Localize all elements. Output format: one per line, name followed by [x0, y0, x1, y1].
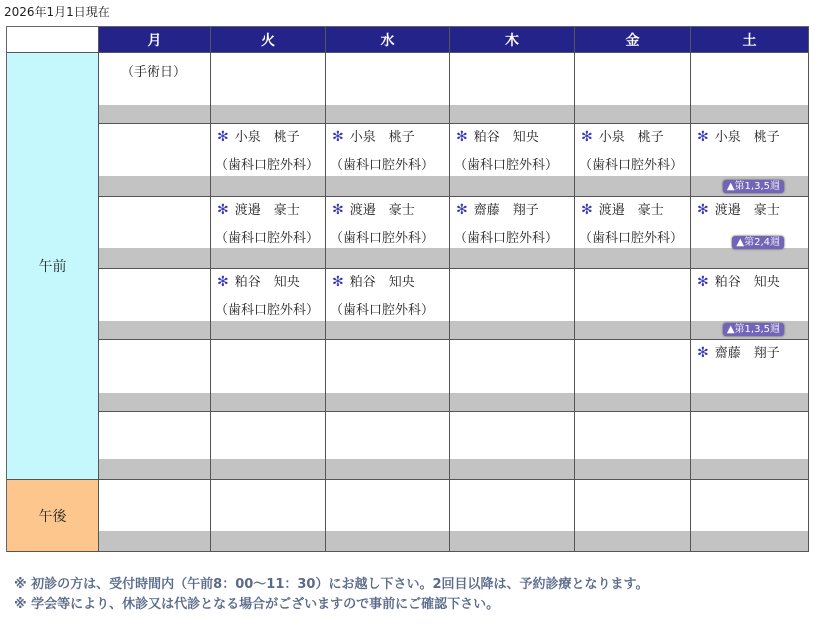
schedule-cell [450, 480, 575, 552]
cell-footer-band [99, 105, 210, 123]
department-label: （歯科口腔外科） [579, 231, 684, 246]
schedule-cell [575, 197, 691, 269]
asterisk-icon: ✻ [217, 202, 229, 218]
asterisk-icon: ✻ [456, 202, 468, 218]
footer-note-cancellation: ※ 学会等により、休診又は代診となる場合がございますので事前にご確認下さい。 [14, 597, 500, 612]
cell-footer-band [326, 248, 449, 268]
schedule-table [6, 26, 809, 552]
cell-footer-band [326, 176, 449, 196]
schedule-cell [450, 124, 575, 197]
schedule-cell [99, 412, 211, 480]
doctor-entry [697, 203, 780, 218]
doctor-name: 粕谷 知央 [473, 130, 539, 145]
schedule-cell [211, 197, 326, 269]
doctor-name: 小泉 桃子 [598, 130, 664, 145]
cell-footer-band [211, 321, 325, 339]
cell-footer-band [450, 393, 574, 411]
doctor-name: 渡邉 豪士 [714, 203, 780, 218]
schedule-cell [211, 340, 326, 412]
week-badge: ▲第1,3,5週 [723, 180, 784, 193]
schedule-cell [450, 269, 575, 340]
day-header-6: 土 [691, 27, 809, 53]
day-header-2: 火 [211, 27, 326, 53]
department-label: （歯科口腔外科） [579, 158, 684, 173]
doctor-name: 小泉 桃子 [714, 130, 780, 145]
schedule-cell [326, 197, 450, 269]
cell-footer-band [99, 393, 210, 411]
cell-footer-band [450, 531, 574, 551]
cell-footer-band [575, 321, 690, 339]
schedule-cell [691, 340, 809, 412]
cell-footer-band [211, 176, 325, 196]
schedule-cell [326, 53, 450, 124]
cell-footer-band [211, 531, 325, 551]
cell-footer-band [450, 321, 574, 339]
schedule-cell [326, 480, 450, 552]
schedule-cell [99, 340, 211, 412]
doctor-entry [581, 130, 664, 145]
doctor-entry [217, 130, 300, 145]
cell-footer-band [99, 321, 210, 339]
week-badge: ▲第1,3,5週 [723, 323, 784, 336]
cell-footer-band [326, 393, 449, 411]
schedule-cell [691, 480, 809, 552]
schedule-cell [99, 197, 211, 269]
schedule-cell [211, 269, 326, 340]
doctor-name: 渡邉 豪士 [349, 203, 415, 218]
cell-footer-band [326, 459, 449, 479]
day-header-3: 水 [326, 27, 450, 53]
department-label: （歯科口腔外科） [330, 303, 435, 318]
doctor-entry [217, 275, 300, 290]
doctor-name: 齋藤 翔子 [473, 203, 539, 218]
department-label: （歯科口腔外科） [330, 231, 435, 246]
cell-footer-band [211, 459, 325, 479]
asterisk-icon: ✻ [332, 274, 344, 290]
cell-footer-band [691, 459, 808, 479]
schedule-cell [450, 340, 575, 412]
schedule-cell [326, 340, 450, 412]
schedule-cell [326, 269, 450, 340]
cell-footer-band [211, 393, 325, 411]
schedule-cell [575, 124, 691, 197]
schedule-cell [450, 53, 575, 124]
asterisk-icon: ✻ [217, 129, 229, 145]
doctor-name: 齋藤 翔子 [714, 346, 780, 361]
cell-footer-band [450, 105, 574, 123]
schedule-cell [99, 480, 211, 552]
cell-footer-band [450, 248, 574, 268]
schedule-cell [326, 412, 450, 480]
schedule-cell [575, 269, 691, 340]
department-label: （歯科口腔外科） [215, 231, 320, 246]
header-corner [7, 27, 99, 53]
schedule-cell [211, 412, 326, 480]
schedule-cell [691, 412, 809, 480]
doctor-entry [697, 346, 780, 361]
schedule-cell [450, 197, 575, 269]
day-header-4: 木 [450, 27, 575, 53]
doctor-entry [581, 203, 664, 218]
day-header-1: 月 [99, 27, 211, 53]
asterisk-icon: ✻ [581, 129, 593, 145]
doctor-name: 渡邉 豪士 [598, 203, 664, 218]
schedule-cell [326, 124, 450, 197]
schedule-cell [450, 412, 575, 480]
cell-footer-band [691, 531, 808, 551]
cell-footer-band [211, 248, 325, 268]
cell-footer-band [326, 321, 449, 339]
department-label: （歯科口腔外科） [215, 158, 320, 173]
session-label-am: 午前 [7, 53, 99, 480]
doctor-entry [697, 130, 780, 145]
cell-footer-band [575, 393, 690, 411]
schedule-cell [211, 480, 326, 552]
doctor-name: 小泉 桃子 [349, 130, 415, 145]
surgery-day-note: （手術日） [121, 65, 187, 80]
doctor-entry [456, 130, 539, 145]
day-header-5: 金 [575, 27, 691, 53]
cell-footer-band [99, 459, 210, 479]
doctor-entry [697, 275, 780, 290]
schedule-cell [575, 340, 691, 412]
doctor-entry [332, 130, 415, 145]
schedule-cell [99, 124, 211, 197]
cell-footer-band [575, 531, 690, 551]
cell-footer-band [99, 531, 210, 551]
cell-footer-band [99, 176, 210, 196]
schedule-cell [691, 197, 809, 269]
cell-footer-band [575, 176, 690, 196]
doctor-name: 渡邉 豪士 [234, 203, 300, 218]
doctor-entry [456, 203, 539, 218]
schedule-cell [691, 53, 809, 124]
session-label-pm: 午後 [7, 480, 99, 552]
as-of-date: 2026年1月1日現在 [4, 5, 110, 19]
cell-footer-band [450, 176, 574, 196]
doctor-entry [217, 203, 300, 218]
cell-footer-band [326, 531, 449, 551]
asterisk-icon: ✻ [697, 345, 709, 361]
department-label: （歯科口腔外科） [454, 158, 559, 173]
department-label: （歯科口腔外科） [215, 303, 320, 318]
cell-footer-band [211, 105, 325, 123]
cell-footer-band [575, 248, 690, 268]
cell-footer-band [450, 459, 574, 479]
cell-footer-band [326, 105, 449, 123]
cell-footer-band [575, 459, 690, 479]
cell-footer-band [691, 105, 808, 123]
asterisk-icon: ✻ [581, 202, 593, 218]
schedule-cell [575, 412, 691, 480]
asterisk-icon: ✻ [697, 129, 709, 145]
doctor-name: 粕谷 知央 [714, 275, 780, 290]
asterisk-icon: ✻ [697, 274, 709, 290]
schedule-cell [211, 53, 326, 124]
cell-footer-band [691, 248, 808, 268]
schedule-cell [211, 124, 326, 197]
doctor-name: 粕谷 知央 [349, 275, 415, 290]
asterisk-icon: ✻ [332, 202, 344, 218]
schedule-cell [99, 53, 211, 124]
asterisk-icon: ✻ [456, 129, 468, 145]
schedule-cell [691, 269, 809, 340]
schedule-cell [575, 53, 691, 124]
doctor-entry [332, 203, 415, 218]
department-label: （歯科口腔外科） [330, 158, 435, 173]
cell-footer-band [99, 248, 210, 268]
asterisk-icon: ✻ [697, 202, 709, 218]
asterisk-icon: ✻ [217, 274, 229, 290]
doctor-entry [332, 275, 415, 290]
asterisk-icon: ✻ [332, 129, 344, 145]
schedule-cell [99, 269, 211, 340]
cell-footer-band [691, 393, 808, 411]
doctor-name: 粕谷 知央 [234, 275, 300, 290]
department-label: （歯科口腔外科） [454, 231, 559, 246]
cell-footer-band [575, 105, 690, 123]
footer-note-first-visit: ※ 初診の方は、受付時間内（午前8：00～11：30）にお越し下さい。2回目以降は、予約診療となります。 [14, 577, 649, 592]
doctor-name: 小泉 桃子 [234, 130, 300, 145]
schedule-cell [575, 480, 691, 552]
schedule-cell [691, 124, 809, 197]
week-badge: ▲第2,4週 [732, 236, 784, 249]
